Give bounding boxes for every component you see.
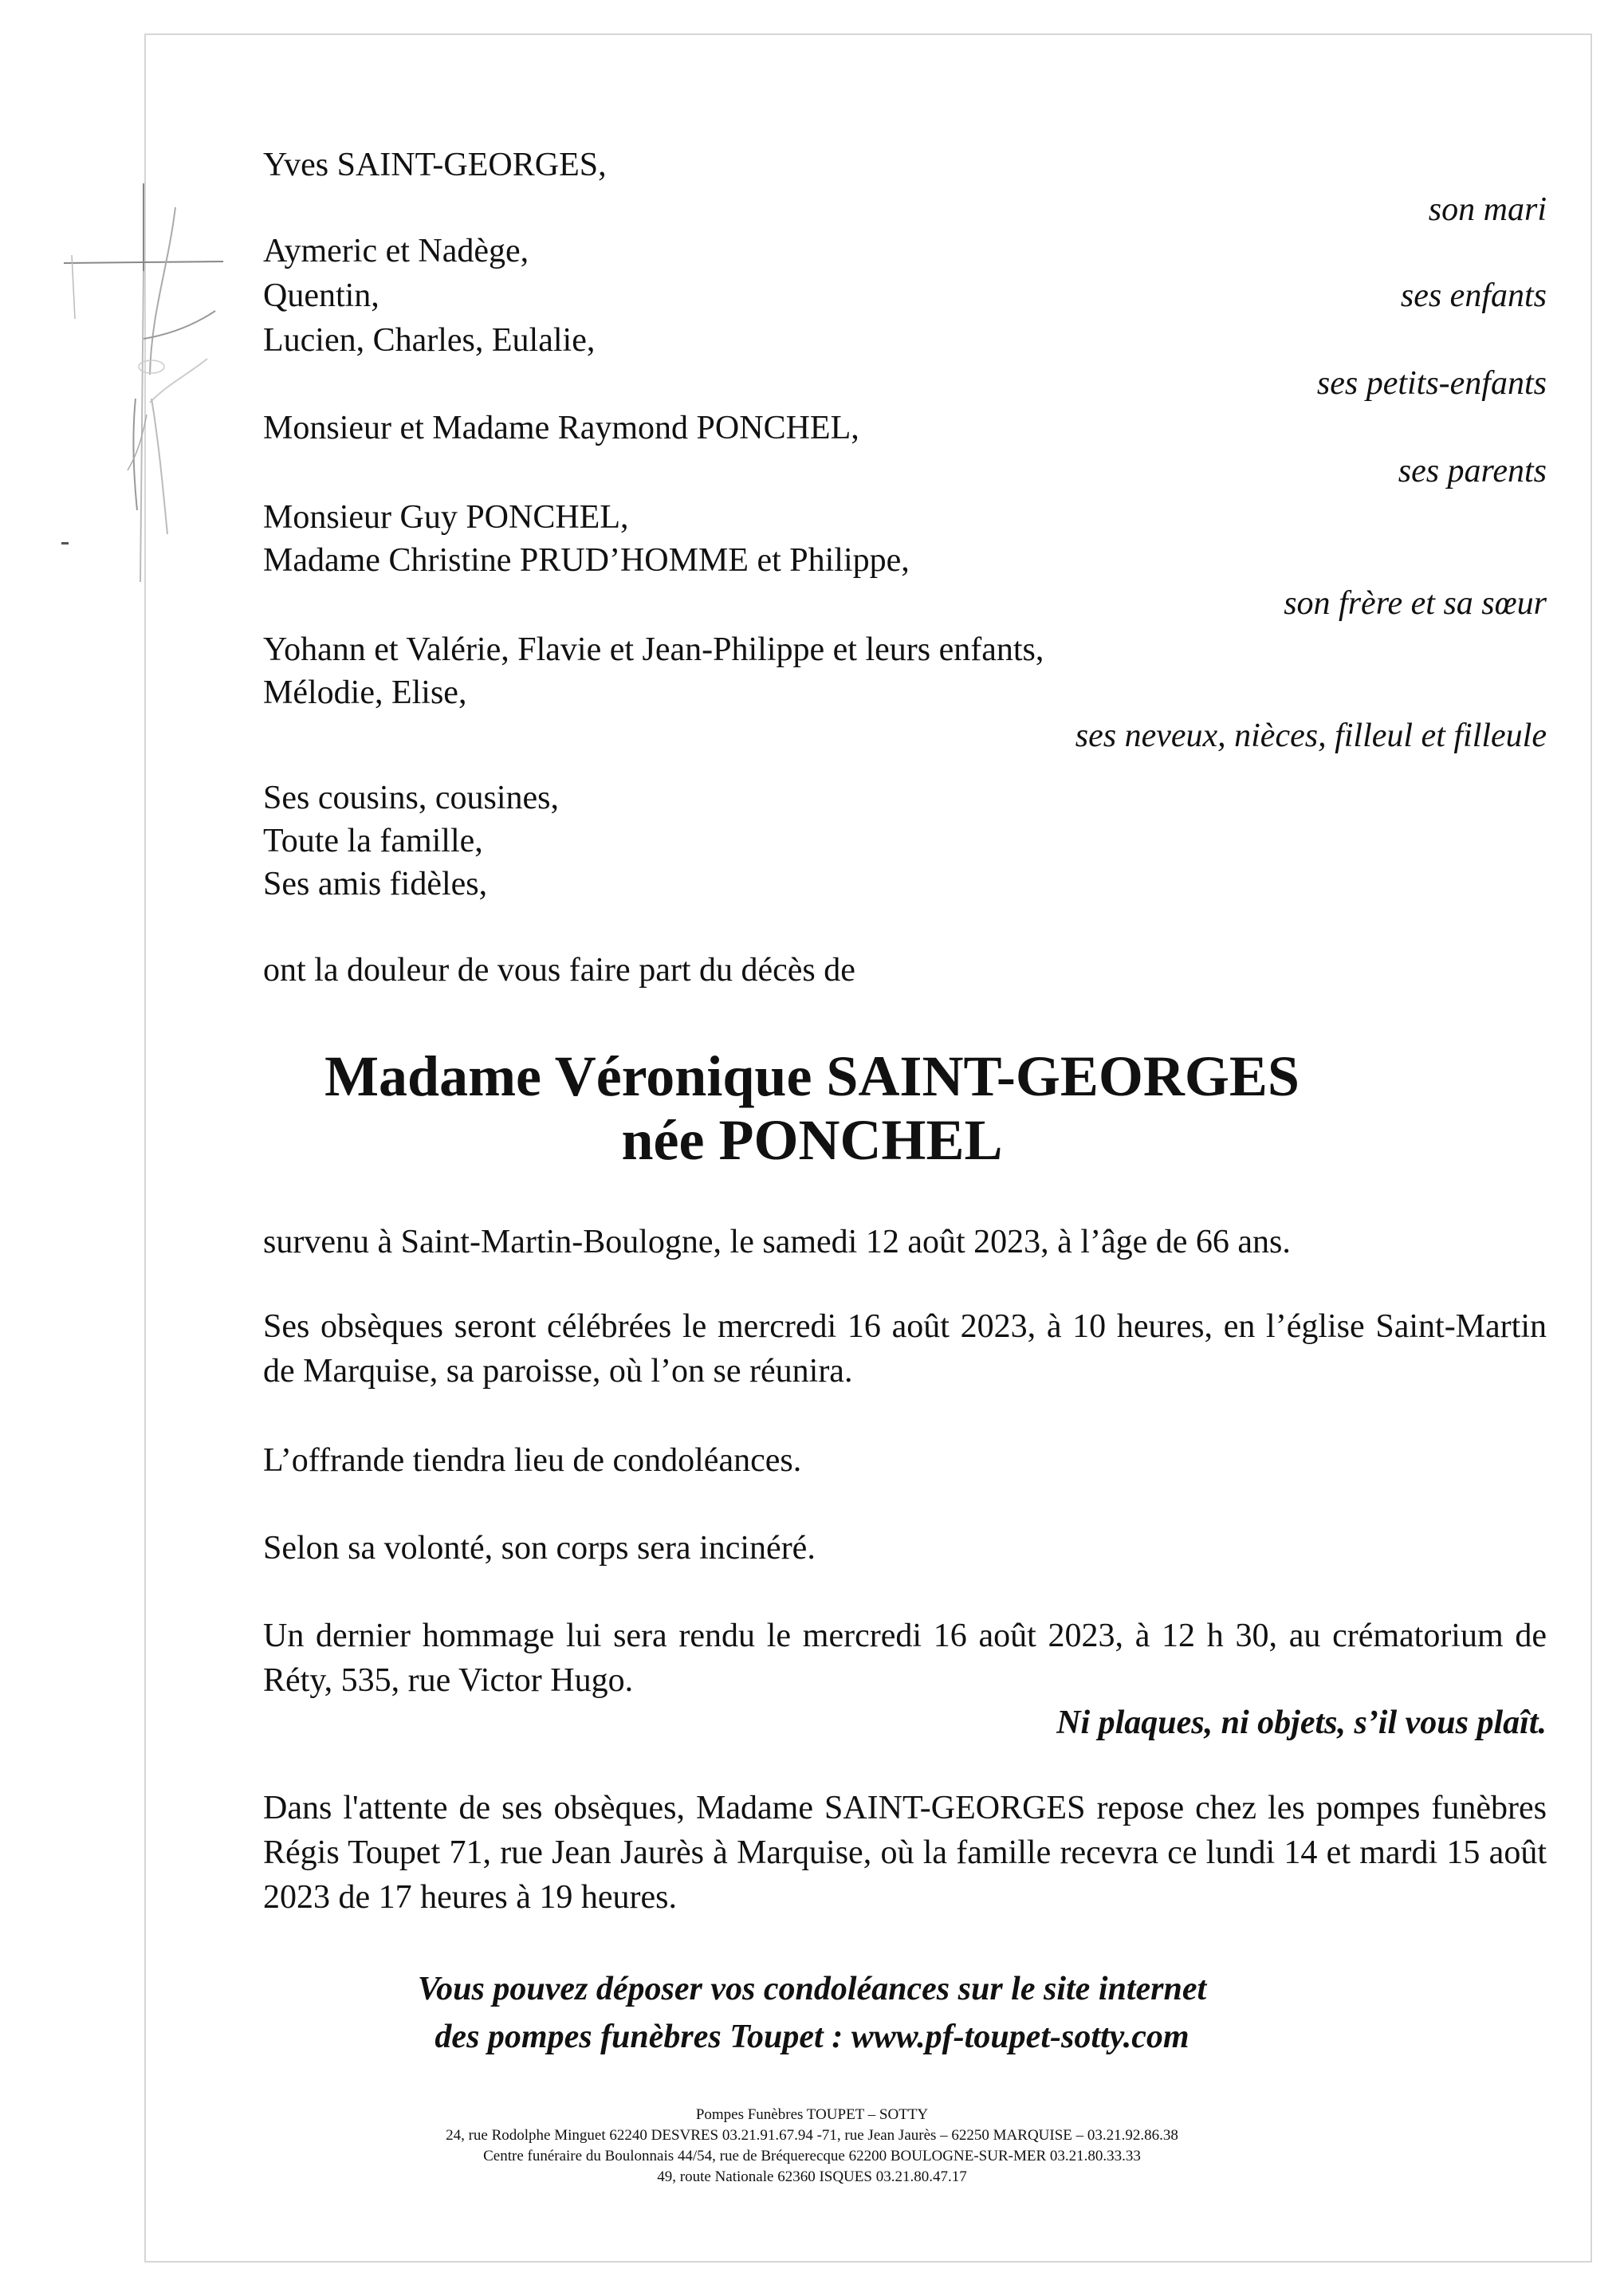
role-grandchildren: ses petits-enfants: [1316, 365, 1547, 402]
role-parents: ses parents: [1398, 453, 1547, 489]
family-line-children: Aymeric et Nadège,: [263, 233, 529, 269]
condolences-line-2: des pompes funèbres Toupet : www.pf-toupet-sotty.com: [435, 2019, 1189, 2055]
no-flowers-note: Ni plaques, ni objets, s’il vous plaît.: [1056, 1704, 1547, 1741]
family-line-brother: Monsieur Guy PONCHEL,: [263, 499, 629, 536]
tribute-details: Un dernier hommage lui sera rendu le mercredi 16 août 2023, à 12 h 30, au crématorium de Réty, 535, rue Victor Hugo.: [263, 1618, 1547, 1699]
deceased-name: Madame Véronique SAINT-GEORGES: [324, 1044, 1300, 1108]
viewing-details: Dans l'attente de ses obsèques, Madame SAINT-GEORGES repose chez les pompes funèbres Régis Toupet 71, rue Jean Jaurès à Marquise, où la famille recevra ce lundi 14 et mardi 15 août 2023 de 17 heures à 19 heures.: [263, 1790, 1547, 1916]
family-line-family: Toute la famille,: [263, 823, 483, 859]
footer-address-3: 49, route Nationale 62360 ISQUES 03.21.80.47.17: [657, 2168, 967, 2185]
footer-address-2: Centre funéraire du Boulonnais 44/54, rue de Bréquerecque 62200 BOULOGNE-SUR-MER 03.21.80.33.33: [483, 2148, 1141, 2164]
funeral-details: Ses obsèques seront célébrées le mercredi 16 août 2023, à 10 heures, en l’église Saint-Martin de Marquise, sa paroisse, où l’on se réunira.: [263, 1308, 1547, 1390]
family-line-grandchildren: Lucien, Charles, Eulalie,: [263, 322, 596, 359]
role-siblings: son frère et sa sœur: [1284, 585, 1547, 622]
deceased-maiden-name: née PONCHEL: [621, 1108, 1003, 1172]
footer-address-1: 24, rue Rodolphe Minguet 62240 DESVRES 03.21.91.67.94 -71, rue Jean Jaurès – 62250 MARQUISE – 03.21.92.86.38: [446, 2127, 1178, 2144]
family-line-nephews: Yohann et Valérie, Flavie et Jean-Philippe et leurs enfants,: [263, 631, 1044, 668]
role-husband: son mari: [1428, 191, 1547, 228]
cross-icon: [48, 175, 255, 590]
family-line-husband: Yves SAINT-GEORGES,: [263, 147, 607, 183]
family-line-parents: Monsieur et Madame Raymond PONCHEL,: [263, 410, 859, 446]
family-line-quentin: Quentin,: [263, 277, 379, 314]
cremation-details: Selon sa volonté, son corps sera incinéré.: [263, 1530, 816, 1567]
role-children: ses enfants: [1400, 277, 1547, 314]
footer-company: Pompes Funèbres TOUPET – SOTTY: [695, 2106, 929, 2123]
condolences-line-1: Vous pouvez déposer vos condoléances sur le site internet: [417, 1971, 1207, 2007]
announcement: ont la douleur de vous faire part du décès de: [263, 952, 855, 989]
dash-mark: [61, 542, 69, 545]
role-nephews: ses neveux, nièces, filleul et filleule: [1075, 718, 1547, 754]
family-line-cousins: Ses cousins, cousines,: [263, 780, 559, 816]
family-line-sister: Madame Christine PRUD’HOMME et Philippe,: [263, 542, 910, 579]
family-line-friends: Ses amis fidèles,: [263, 866, 488, 902]
family-line-nieces: Mélodie, Elise,: [263, 674, 467, 711]
death-details: survenu à Saint-Martin-Boulogne, le samedi 12 août 2023, à l’âge de 66 ans.: [263, 1224, 1291, 1260]
offering-details: L’offrande tiendra lieu de condoléances.: [263, 1442, 802, 1479]
